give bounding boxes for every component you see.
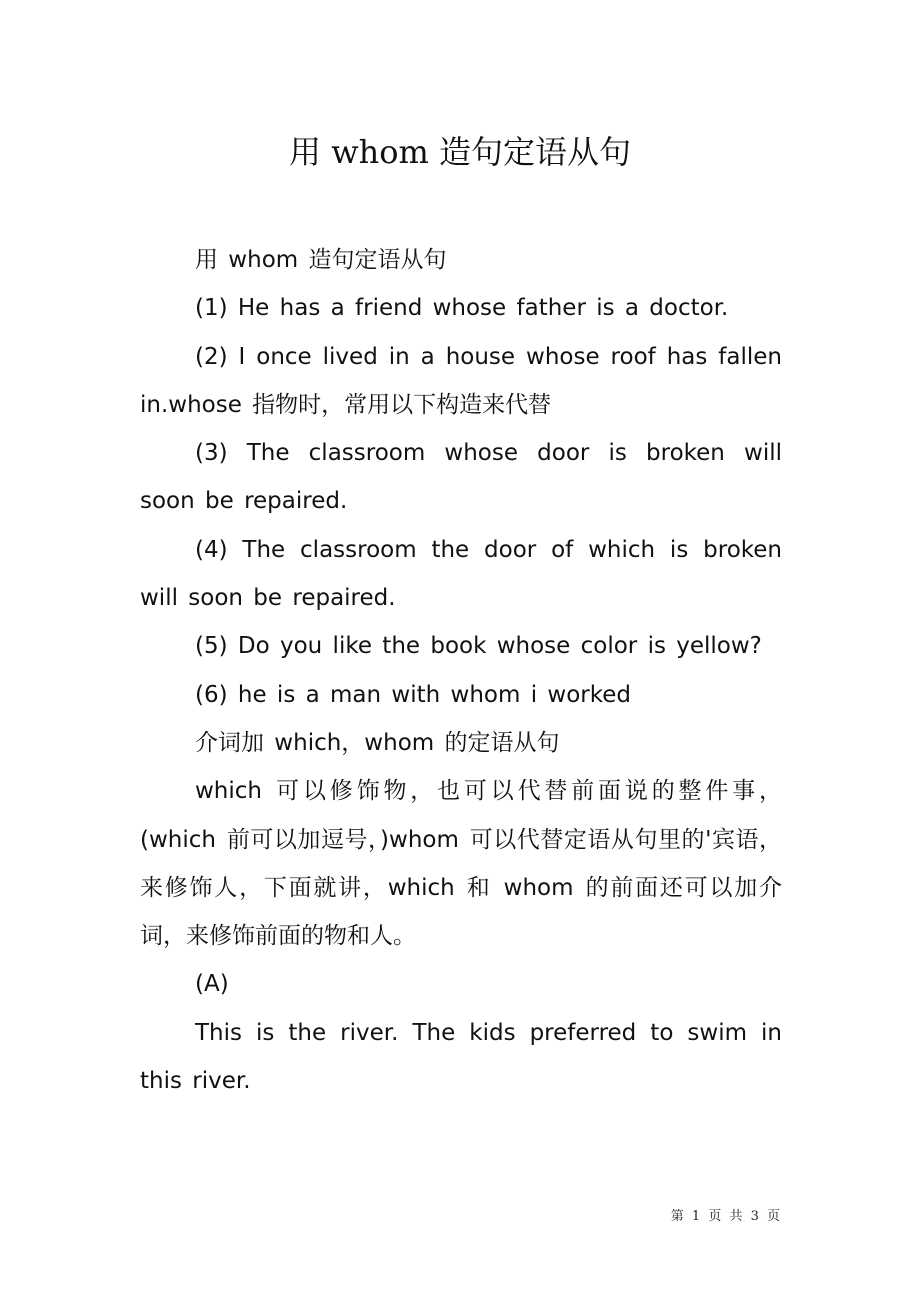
page-indicator: 第 1 页 共 3 页 xyxy=(670,1209,780,1224)
paragraph-example-5: (5) Do you like the book whose color is yellow? xyxy=(195,633,762,660)
paragraph-heading: 用 whom 造句定语从句 xyxy=(195,247,447,273)
paragraph-example-3: (3) The classroom whose door is broken will soon be repaired. xyxy=(140,440,782,515)
paragraph-example-4: (4) The classroom the door of which is broken will soon be repaired. xyxy=(140,536,782,612)
paragraph-explanation: which 可以修饰物，也可以代替前面说的整件事，(which 前可以加逗号，)whom 可以代替定语从句里的'宾语，来修饰人，下面就讲，which 和 whom 的前面还可以加介词，来修饰前面的物和人。 xyxy=(140,778,782,950)
paragraph-section-heading: 介词加 which，whom 的定语从句 xyxy=(195,729,560,756)
paragraph-section-a: (A) xyxy=(195,971,229,998)
paragraph-example-a: This is the river. The kids preferred to swim in this river. xyxy=(140,1019,782,1095)
document-body xyxy=(140,236,782,1105)
document-title: 用 whom 造句定语从句 xyxy=(289,133,631,171)
paragraph-example-1: (1) He has a friend whose father is a doctor. xyxy=(195,295,729,322)
paragraph-example-2: (2) I once lived in a house whose roof has fallen in.whose 指物时，常用以下构造来代替 xyxy=(140,343,782,418)
paragraph-example-6: (6) he is a man with whom i worked xyxy=(195,681,631,708)
